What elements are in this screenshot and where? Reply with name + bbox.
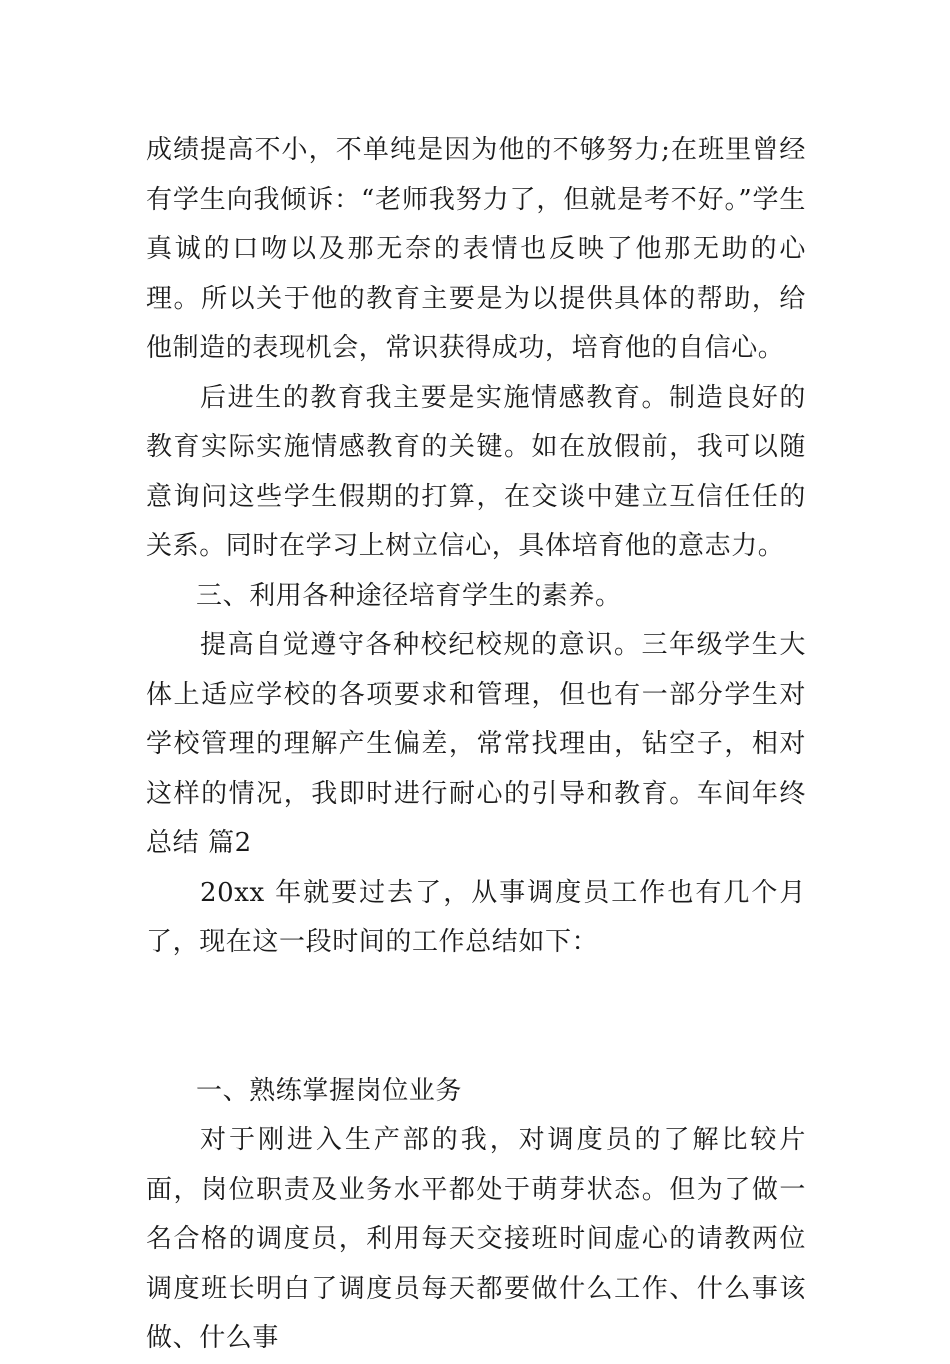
blank-gap [146, 968, 806, 1067]
paragraph-4: 20xx 年就要过去了，从事调度员工作也有几个月了，现在这一段时间的工作总结如下： [146, 877, 806, 957]
section-heading-3: 三、利用各种途径培育学生的素养。 [196, 580, 622, 611]
document-body [146, 126, 806, 1364]
paragraph-5: 对于刚进入生产部的我，对调度员的了解比较片面，岗位职责及业务水平都处于萌芽状态。但为了做一名合格的调度员，利用每天交接班时间虚心的请教两位调度班长明白了调度员每天都要做什么工作、什么事该做、什么事 [146, 1125, 806, 1353]
paragraph-2: 后进生的教育我主要是实施情感教育。制造良好的教育实际实施情感教育的关键。如在放假前，我可以随意询问这些学生假期的打算，在交谈中建立互信任任的关系。同时在学习上树立信心，具体培育他的意志力。 [146, 382, 806, 561]
paragraph-1: 成绩提高不小，不单纯是因为他的不够努力;在班里曾经有学生向我倾诉：“老师我努力了，但就是考不好。”学生真诚的口吻以及那无奈的表情也反映了他那无助的心理。所以关于他的教育主要是为以提供具体的帮助，给他制造的表现机会，常识获得成功，培育他的自信心。 [146, 135, 806, 363]
section-heading-1: 一、熟练掌握岗位业务 [196, 1075, 463, 1106]
paragraph-3: 提高自觉遵守各种校纪校规的意识。三年级学生大体上适应学校的各项要求和管理，但也有一部分学生对学校管理的理解产生偏差，常常找理由，钻空子，相对这样的情况，我即时进行耐心的引导和教育。车间年终总结 篇2 [146, 630, 806, 858]
